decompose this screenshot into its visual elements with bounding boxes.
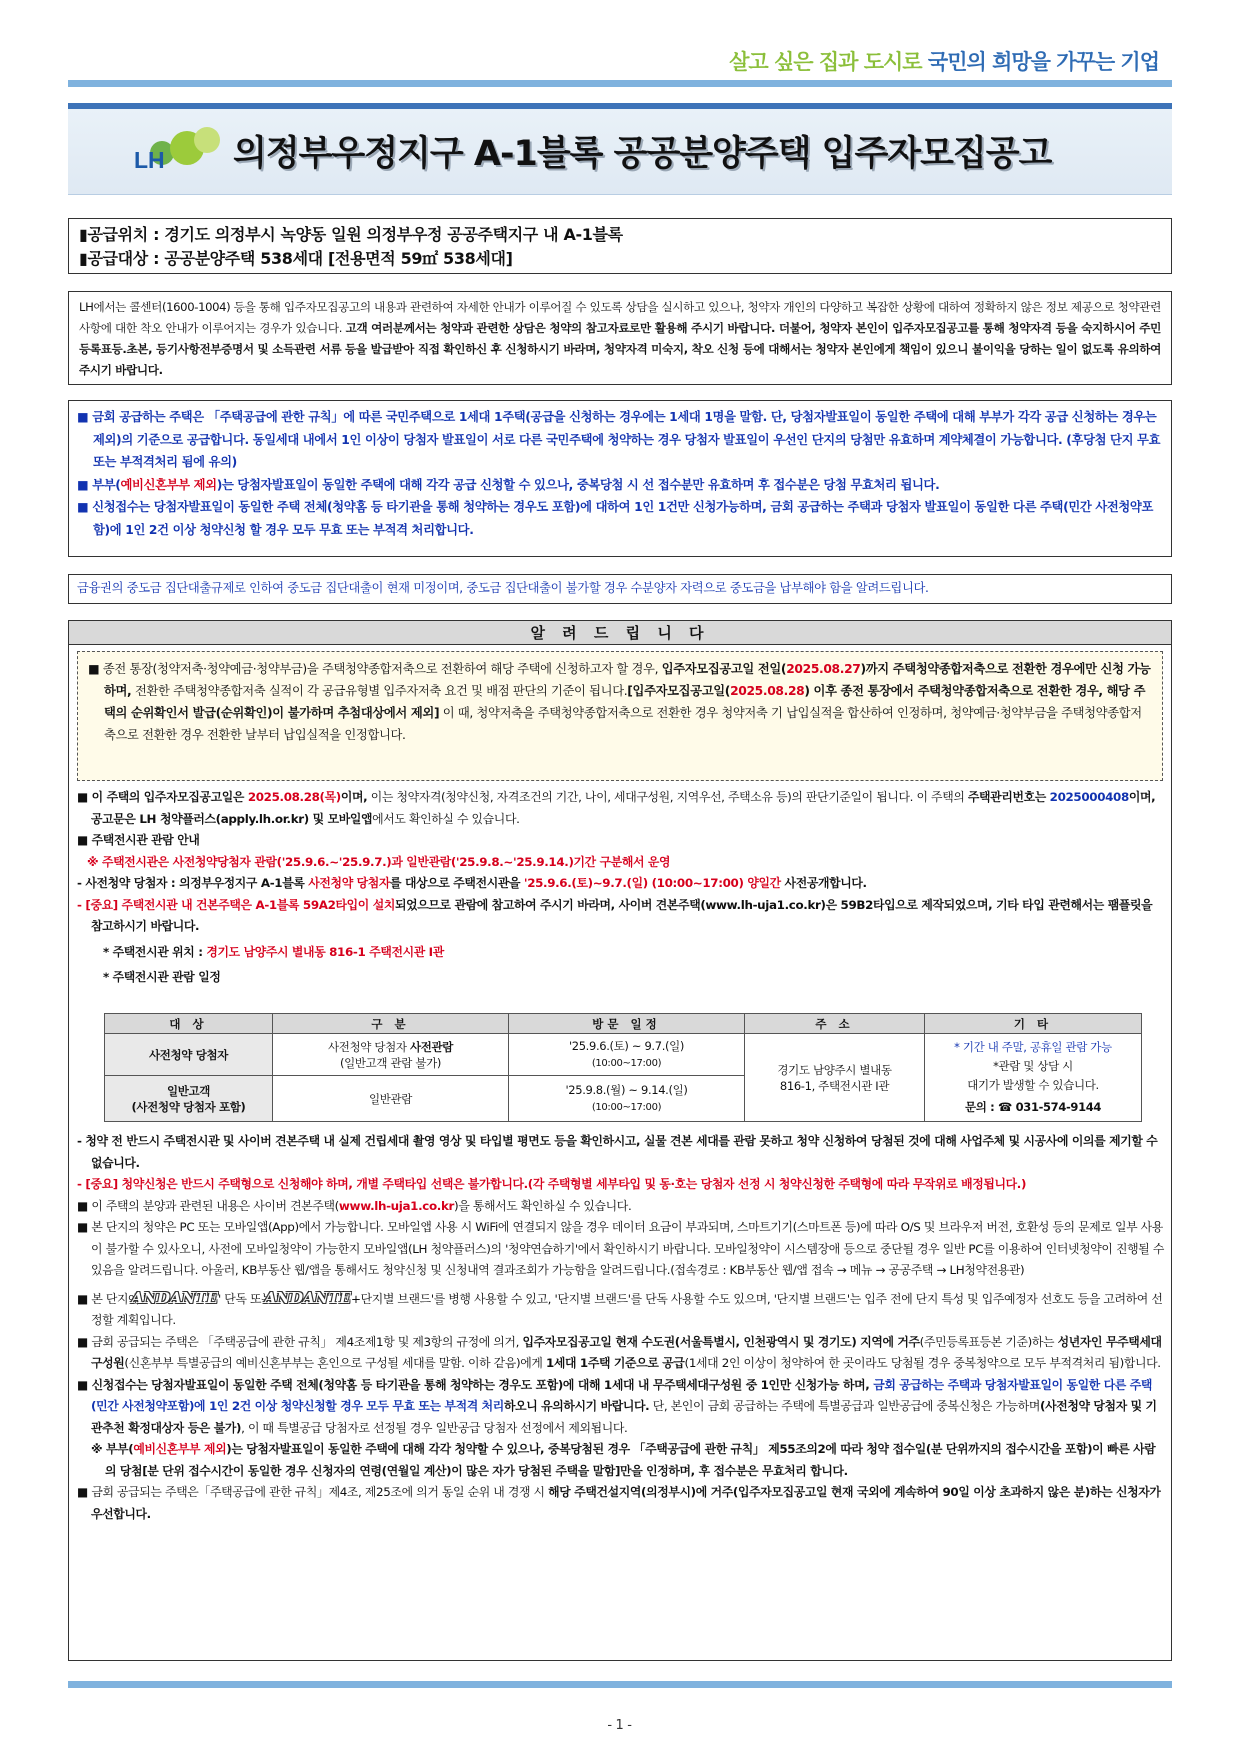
notice-text-bold: 고객 여러분께서는 청약과 관련한 상담은 청약의 참고자료로만 활용해 주시기 바랍니다. 더불어, 청약자 본인이 입주자모집공고를 통해 청약자격 등을 숙지하시어 주민등록표등.초본, 등기사항전부증명서 및 소득관련 서류 등을 발급받아 직접 확인하신 후 신청하시기 바라며, 청약자격 미숙지, 착오 신청 등에 대해서는 청약자 본인에게 책임이 있으니 불이익을 당하는 일이 없도록 유의하여 주시기 바랍니다. xyxy=(79,321,1161,377)
supply-target: ▮공급대상 : 공공분양주택 538세대 [전용면적 59㎡ 538세대] xyxy=(79,249,513,268)
rule-one-application: ■ 신청접수는 당첨자발표일이 동일한 주택 전체(청약홈 등 타기관을 통해 청약하는 경우도 포함)에 대하여 1인 1건만 신청가능하며, 금회 공급하는 주택과 당첨자 발표일이 동일한 다른 주택(민간 사전청약포함)에 1인 2건 이상 청약신청 할 경우 모두 무효 또는 부적격 처리합니다. xyxy=(77,500,1153,537)
inform-body-continued xyxy=(77,1131,1165,1525)
bottom-divider xyxy=(68,1681,1172,1688)
title-banner xyxy=(68,103,1172,195)
model-house-warning: ※ 주택전시관은 사전청약당첨자 관람('25.9.6.~'25.9.7.)과 일반관람('25.9.8.~'25.9.14.)기간 구분해서 운영 xyxy=(87,854,671,869)
row1-target: 사전청약 당첨자 xyxy=(105,1034,273,1076)
col-header-type: 구 분 xyxy=(273,1014,509,1034)
slogan xyxy=(729,46,1159,79)
supply-info-box xyxy=(68,218,1172,274)
model-house-location: * 주택전시관 위치 : 경기도 남양주시 별내동 816-1 주택전시관 Ⅰ관 xyxy=(103,944,444,959)
supply-location: ▮공급위치 : 경기도 의정부시 녹양동 일원 의정부우정 공공주택지구 내 A-1블록 xyxy=(79,225,623,244)
model-house-heading: ■ 주택전시관 관람 안내 xyxy=(77,833,200,847)
couple-duplicate-rule: ※ 부부(예비신혼부부 제외)는 당첨자발표일이 동일한 주택에 대해 각각 청약할 수 있으나, 중복당첨된 경우 「주택공급에 관한 규칙」 제55조의2에 따라 청약 접수일(분 단위까지의 접수시간을 포함)이 빠른 사람의 당첨[분 단위 접수시간이 동일한 경우 신청자의 연령(연월일 계산)이 많은 자가 당첨된 주택을 말함]만을 인정하며, 후 접수분은 무효처리 합니다. xyxy=(91,1442,1156,1478)
region-priority: ■ 금회 공급되는 주택은「주택공급에 관한 규칙」제4조, 제25조에 의거 동일 순위 내 경쟁 시 해당 주택건설지역(의정부시)에 거주(입주자모집공고일 현재 국외에 계속하여 90일 이상 초과하지 않은 분)하는 신청자가 우선합니다. xyxy=(77,1485,1161,1521)
inform-heading: 알 려 드 립 니 다 xyxy=(69,621,1171,645)
lh-logo xyxy=(134,127,220,181)
slogan-part1: 살고 싶은 집과 도시로 xyxy=(729,50,928,74)
schedule-heading: * 주택전시관 관람 일정 xyxy=(103,970,221,984)
notice-text: LH에서는 콜센터(1600-1004) 등을 통해 입주자모집공고의 내용과 관련하여 자세한 안내가 이루어질 수 있도록 상담을 실시하고 있으나, 청약자 개인의 다양하고 복잡한 상황에 대하여 정확하지 않은 정보 제공으로 청약관련 사항에 대한 착오 안내가 이루어지는 경우가 있습니다. xyxy=(79,300,1161,335)
lh-logo-text: LH xyxy=(134,147,165,174)
viewing-schedule-table xyxy=(104,1013,1142,1122)
row2-target: 일반고객 (사전청약 당첨자 포함) xyxy=(105,1076,273,1122)
pre-application-check: - 청약 전 반드시 주택전시관 및 사이버 견본주택 내 실제 건립세대 촬영 영상 및 타입별 평면도 등을 확인하시고, 실물 견본 세대를 관람 못하고 청약 신청하여 당첨된 것에 대해 사업주체 및 시공사에 이의를 제기할 수 없습니다. xyxy=(77,1134,1158,1170)
region-requirement: ■ 금회 공급되는 주택은 「주택공급에 관한 규칙」 제4조제1항 및 제3항의 규정에 의거, 입주자모집공고일 현재 수도권(서울특별시, 인천광역시 및 경기도) 지역에 거주(주민등록표등본 기준)하는 성년자인 무주택세대구성원(신혼부부 특별공급의 예비신혼부부는 혼인으로 구성될 세대를 말함. 이하 같음)에게 1세대 1주택 기준으로 공급(1세대 2인 이상이 청약하여 한 곳이라도 당첨될 경우 중복청약으로 모두 부적격처리 됨)합니다. xyxy=(77,1334,1162,1370)
inform-body xyxy=(77,787,1165,989)
important-model-type: - [중요] 주택전시관 내 건본주택은 A-1블록 59A2타입이 설치되었으므로 관람에 참고하여 주시기 바라며, 사이버 견본주택(www.lh-uja1.co.kr)은 59B2타입으로 제작되었으며, 기타 타입 관련해서는 팸플릿을 참고하시기 바랍니다. xyxy=(77,897,1153,933)
top-divider xyxy=(68,80,1172,87)
page-number: - 1 - xyxy=(607,1718,632,1733)
important-unit-type: - [중요] 청약신청은 반드시 주택형으로 신청해야 하며, 개별 주택타입 선택은 불가합니다.(각 주택형별 세부타입 및 동·호는 당첨자 선정 시 청약신청한 주택형에 따라 무작위로 배정됩니다.) xyxy=(77,1177,1027,1191)
cyber-model-house: ■ 이 주택의 분양과 관련된 내용은 사이버 견본주택(www.lh-uja1.co.kr)을 통해서도 확인하실 수 있습니다. xyxy=(77,1198,632,1213)
rule-one-house: ■ 금회 공급하는 주택은 「주택공급에 관한 규칙」에 따른 국민주택으로 1세대 1주택(공급을 신청하는 경우에는 1세대 1명을 말함. 단, 당첨자발표일이 동일한 주택에 대해 부부가 각각 공급 신청하는 경우는 제외)의 기준으로 공급합니다. 동일세대 내에서 1인 이상이 당첨자 발표일이 서로 다른 국민주택에 청약하는 경우 당첨자 발표일이 우선인 단지의 당첨만 유효하며 계약체결이 가능합니다. (후당첨 단지 무효 또는 부적격처리 됨에 유의) xyxy=(77,410,1161,469)
andante-brand-logo: ANDANTE xyxy=(131,1288,218,1307)
address-cell: 경기도 남양주시 별내동 816-1, 주택전시관 Ⅰ관 xyxy=(745,1034,925,1122)
loan-notice: 금융권의 중도금 집단대출규제로 인하여 중도금 집단대출이 현재 미정이며, 중도금 집단대출이 불가할 경우 수분양자 자력으로 중도금을 납부해야 함을 알려드립니다. xyxy=(68,574,1172,604)
key-rules-box xyxy=(68,400,1172,557)
col-header-etc: 기 타 xyxy=(925,1014,1142,1034)
brand-notice: ■ 본 단지에 'ANDANTE' 단독 또는 'ANDANTE+단지별 브랜드'를 병행 사용할 수 있고, '단지별 브랜드'를 단독 사용할 수도 있으며, '단지별 브랜드'는 입주 전에 단지 특성 및 입주예정자 선호도 등을 고려하여 선정할 계획입니다. xyxy=(77,1288,1163,1327)
account-conversion-notice: ■ 종전 통장(청약저축·청약예금·청약부금)을 주택청약종합저축으로 전환하여 해당 주택에 신청하고자 할 경우, 입주자모집공고일 전일(2025.08.27)까지 주택청약종합저축으로 전환한 경우에만 신청 가능하며, 전환한 주택청약종합저축 실적이 각 공급유형별 입주자저축 요건 및 배점 판단의 기준이 됩니다.[입주자모집공고일(2025.08.28) 이후 종전 통장에서 주택청약종합저축으로 전환한 경우, 해당 주택의 순위확인서 발급(순위확인)이 불가하며 추첨대상에서 제외] 이 때, 청약저축을 주택청약종합저축으로 전환한 경우 청약저축 기 납입실적을 합산하여 인정하며, 청약예금·청약부금을 주택청약종합저축으로 전환한 경우 전환한 날부터 납입실적을 인정합니다. xyxy=(77,651,1163,781)
row2-date: '25.9.8.(월) ~ 9.14.(일) (10:00~17:00) xyxy=(509,1076,745,1122)
row1-type: 사전청약 당첨자 사전관람 (일반고객 관람 불가) xyxy=(273,1034,509,1076)
slogan-part2: 국민의 희망을 가꾸는 기업 xyxy=(927,50,1159,74)
col-header-date: 방문 일정 xyxy=(509,1014,745,1034)
row1-date: '25.9.6.(토) ~ 9.7.(일) (10:00~17:00) xyxy=(509,1034,745,1076)
inform-section xyxy=(68,620,1172,1661)
page-title: 의정부우정지구 A-1블록 공공분양주택 입주자모집공고 xyxy=(233,134,1052,174)
mobile-app-notice: ■ 본 단지의 청약은 PC 또는 모바일앱(App)에서 가능합니다. 모바일앱 사용 시 WiFi에 연결되지 않을 경우 데이터 요금이 부과되며, 스마트기기(스마트폰 등)에 따라 O/S 및 브라우저 버전, 호환성 등의 문제로 일부 사용이 불가할 수 있사오니, 사전에 모바일청약이 가능한지 모바일앱(LH 청약플러스)의 '청약연습하기'에서 확인하시기 바랍니다. 모바일청약이 시스템장애 등으로 중단될 경우 일반 PC를 이용하여 인터넷청약이 진행될 수 있음을 알려드립니다. 아울러, KB부동산 웹/앱을 통해서도 청약신청 및 신청내역 결과조회가 가능함을 알려드립니다.(접속경로 : KB부동산 웹/앱 접속 → 메뉴 → 공공주택 → LH청약전용관) xyxy=(77,1220,1164,1277)
application-limit: ■ 신청접수는 당첨자발표일이 동일한 주택 전체(청약홈 등 타기관을 통해 청약하는 경우도 포함)에 대해 1세대 내 무주택세대구성원 중 1인만 신청가능 하며, 금회 공급하는 주택과 당첨자발표일이 동일한 다른 주택(민간 사전청약포함)에 1인 2건 이상 청약신청할 경우 모두 무효 또는 부적격 처리하오니 유의하시기 바랍니다. 단, 본인이 금회 공급하는 주택에 특별공급과 일반공급에 중복신청은 가능하며(사전청약 당첨자 및 기관추천 확정대상자 등은 불가), 이 때 특별공급 당첨자로 선정될 경우 일반공급 당첨자 선정에서 제외됩니다. xyxy=(77,1377,1157,1435)
col-header-target: 대 상 xyxy=(105,1014,273,1034)
row2-type: 일반관람 xyxy=(273,1076,509,1122)
consultation-notice xyxy=(68,291,1172,385)
announce-date: ■ 이 주택의 입주자모집공고일은 2025.08.28(목)이며, 이는 청약자격(청약신청, 자격조건의 기간, 나이, 세대구성원, 지역우선, 주택소유 등)의 판단기준일이 됩니다. 이 주택의 주택관리번호는 2025000408이며, 공고문은 LH 청약플러스(apply.lh.or.kr) 및 모바일앱에서도 확인하실 수 있습니다. xyxy=(77,790,1156,826)
pre-sale-viewing: - 사전청약 당첨자 : 의정부우정지구 A-1블록 사전청약 당첨자를 대상으로 주택전시관을 '25.9.6.(토)~9.7.(일) (10:00~17:00) 양일간 사전공개합니다. xyxy=(77,876,867,890)
col-header-address: 주 소 xyxy=(745,1014,925,1034)
etc-cell: * 기간 내 주말, 공휴일 관람 가능 *관람 및 상담 시 대기가 발생할 수 있습니다. 문의 : ☎ 031-574-9144 xyxy=(925,1034,1142,1122)
andante-brand-logo-2: ANDANTE xyxy=(264,1288,351,1307)
rule-couple: ■ 부부(예비신혼부부 제외)는 당첨자발표일이 동일한 주택에 대해 각각 공급 신청할 수 있으나, 중복당첨 시 선 접수분만 유효하며 후 접수분은 당첨 무효처리 됩니다. xyxy=(77,477,940,492)
